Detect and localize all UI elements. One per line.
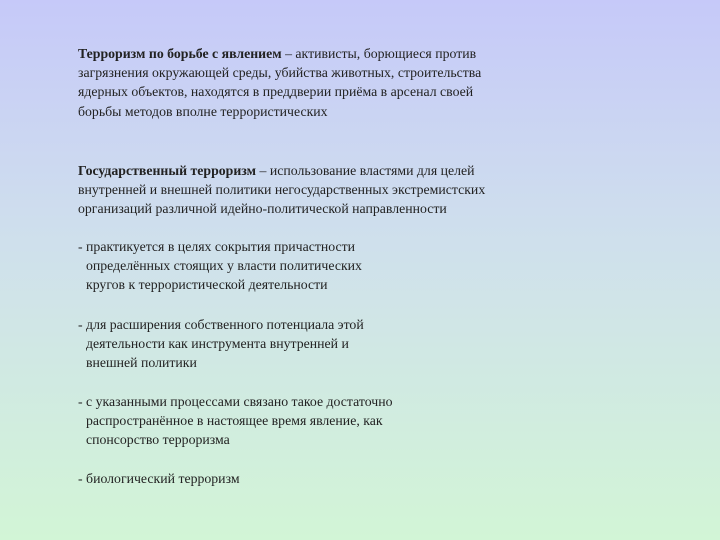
- paragraph-line: [78, 44, 678, 63]
- bullet-line: - для расширения собственного потенциала этой: [78, 317, 364, 332]
- bullet-line: спонсорство терроризма: [86, 432, 230, 448]
- paragraph-line: борьбы методов вполне террористических: [78, 103, 328, 119]
- paragraph-line: организаций различной идейно-политической направленности: [78, 201, 447, 217]
- bullet-line: распространённое в настоящее время явление, как: [86, 413, 383, 429]
- paragraph-eco-terrorism: [78, 44, 678, 121]
- bullet-line: кругов к террористической деятельности: [86, 277, 328, 293]
- bullet-line: - практикуется в целях сокрытия причастности: [78, 239, 356, 254]
- bullet-line: определённых стоящих у власти политических: [86, 258, 362, 274]
- bullet-line: - биологический терроризм: [78, 471, 240, 486]
- bullet-line: - с указанными процессами связано такое достаточно: [78, 394, 393, 409]
- bullet-line: деятельности как инструмента внутренней и: [86, 336, 349, 352]
- paragraph-line: внутренней и внешней политики негосударственных экстремистских: [78, 182, 486, 198]
- bullet-line: внешней политики: [86, 355, 197, 371]
- bullet-item: [78, 237, 598, 295]
- definition-text: – активисты, борющиеся против: [281, 46, 477, 61]
- paragraph-line: [78, 161, 678, 180]
- bullet-item: [78, 315, 598, 373]
- paragraph-line: загрязнения окружающей среды, убийства животных, строительства: [78, 65, 482, 81]
- paragraph-line: ядерных объектов, находятся в преддверии приёма в арсенал своей: [78, 84, 474, 100]
- term-heading: Терроризм по борьбе с явлением: [78, 46, 282, 61]
- definition-text: – использование властями для целей: [256, 163, 475, 178]
- bullet-item: [78, 392, 598, 450]
- term-heading: Государственный терроризм: [78, 163, 257, 178]
- bullet-item: [78, 469, 598, 488]
- paragraph-state-terrorism: [78, 161, 678, 219]
